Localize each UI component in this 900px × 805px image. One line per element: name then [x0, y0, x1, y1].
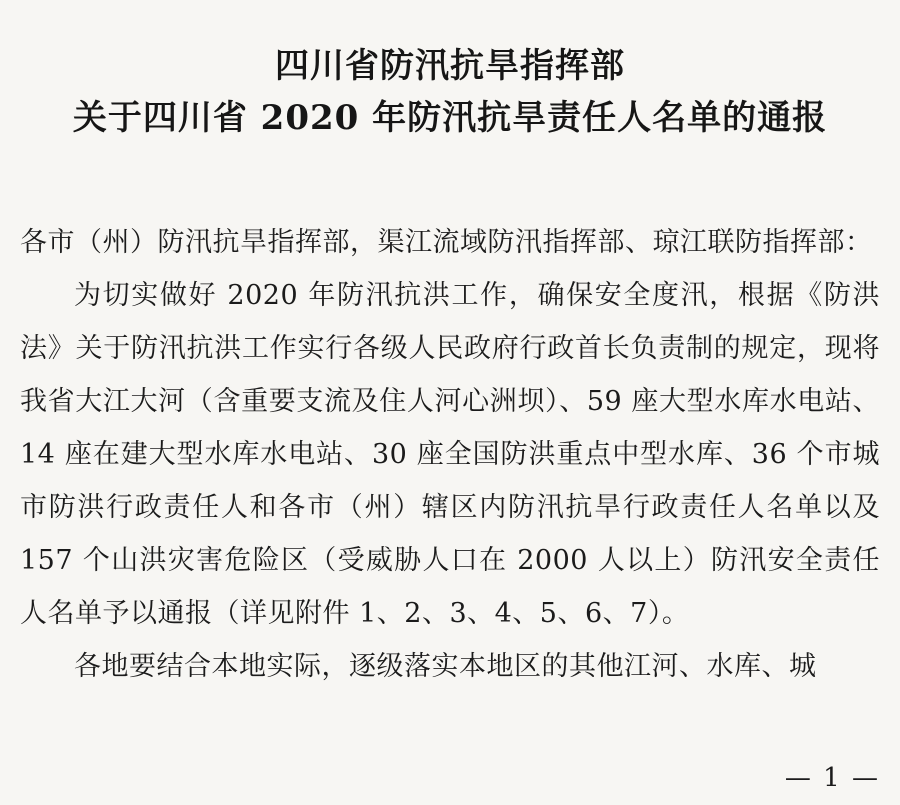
paragraph-2: 各地要结合本地实际，逐级落实本地区的其他江河、水库、城 — [74, 651, 817, 682]
document-title — [0, 40, 900, 144]
document-body — [20, 216, 880, 693]
page-number: — 1 — — [784, 763, 880, 793]
salutation: 各市（州）防汛抗旱指挥部，渠江流域防汛指挥部、琼江联防指挥部： — [20, 227, 873, 258]
title-line-2: 关于四川省 2020 年防汛抗旱责任人名单的通报 — [72, 98, 828, 138]
title-line-1: 四川省防汛抗旱指挥部 — [275, 46, 625, 86]
paragraph-1: 为切实做好 2020 年防汛抗洪工作，确保安全度汛，根据《防洪法》关于防汛抗洪工作实行各级人民政府行政首长负责制的规定，现将我省大江大河（含重要支流及住人河心洲坝）、59 座大型水库水电站、14 座在建大型水库水电站、30 座全国防洪重点中型水库、36 个市城市防洪行政责任人和各市（州）辖区内防汛抗旱行政责任人名单以及 157 个山洪灾害危险区（受威胁人口在 2000 人以上）防汛安全责任人名单予以通报（详见附件 1、2、3、4、5、6、7）。 — [20, 280, 880, 629]
